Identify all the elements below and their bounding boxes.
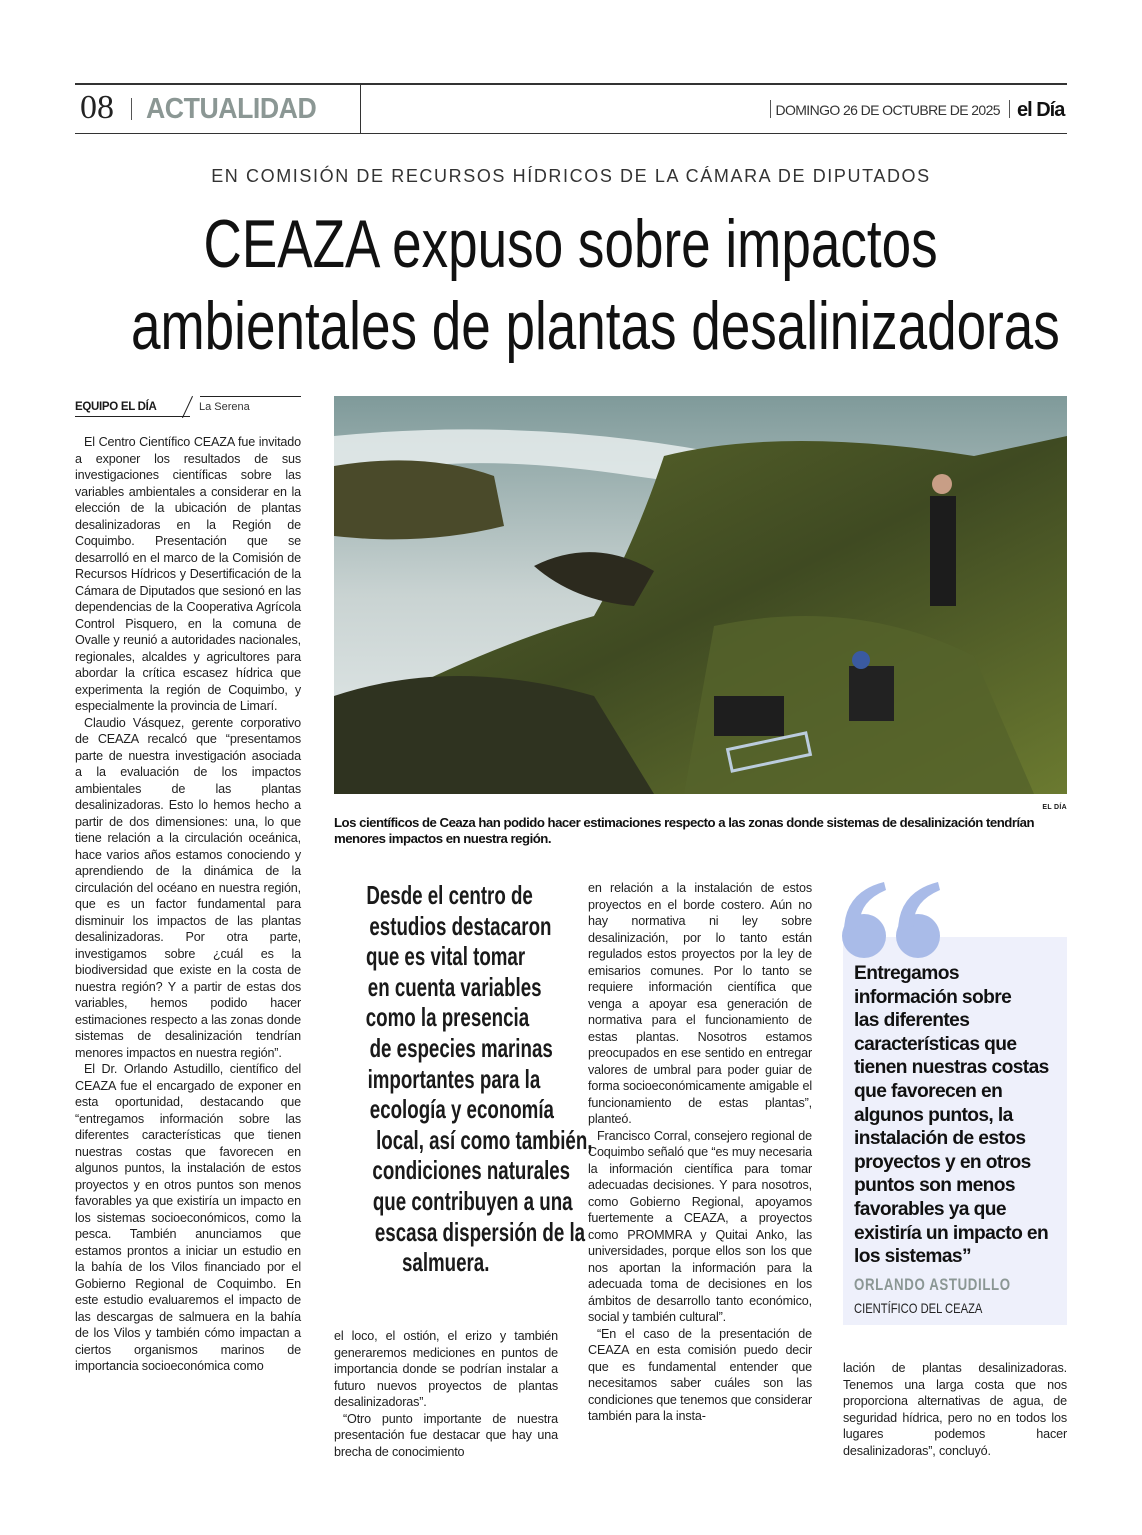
body-column-3 [588, 880, 812, 1425]
paragraph: el loco, el ostión, el erizo y también generaremos mediciones en puntos de importancia donde se podrían instalar a futuro nuevos proyectos de plantas desalinizadoras”. [334, 1329, 558, 1409]
quote-line: información sobre [854, 986, 1012, 1008]
pull-quote-line: salmuera. [402, 1247, 490, 1278]
pull-quote-line: que es vital tomar [366, 941, 526, 972]
body-column-4 [843, 1360, 1067, 1459]
pull-quote-line: local, así como también, [376, 1124, 593, 1155]
pull-quote-line: que contribuyen a una [372, 1185, 573, 1216]
divider [770, 100, 771, 118]
quote-line: favorables ya que [854, 1198, 1006, 1220]
page-number: 08 [80, 89, 114, 126]
divider [131, 98, 132, 120]
divider [1009, 100, 1010, 118]
article-photo [334, 396, 1067, 794]
quote-author-role: CIENTÍFICO DEL CEAZA [854, 1300, 983, 1316]
pull-quote-line: Desde el centro de [366, 880, 533, 910]
newspaper-logo: el Día [1017, 99, 1065, 121]
headline-line-1: CEAZA expuso sobre impactos [203, 206, 939, 282]
header-rule-top [75, 83, 1067, 85]
quote-line: instalación de estos [854, 1128, 1026, 1150]
paragraph: “En el caso de la presentación de CEAZA en esta comisión puedo decir que es fundamental entender que necesitamos saber cuáles son las condiciones que tenemos que considerar también para la insta- [588, 1326, 812, 1423]
pull-quote-line: en cuenta variables [367, 971, 542, 1002]
pull-quote-line: de especies marinas [369, 1032, 553, 1063]
body-column-2 [334, 1328, 558, 1460]
quote-line: los sistemas” [854, 1246, 971, 1268]
paragraph: lación de plantas desalinizadoras. Tenemos una larga costa que nos proporciona alternativas de agua, de seguridad hídrica, pero no en todos los lugares podemos hacer desalinizadoras”, concluyó. [843, 1361, 1067, 1458]
section-title: ACTUALIDAD [146, 93, 317, 125]
quote-line: Entregamos [854, 963, 959, 984]
rule [200, 396, 301, 397]
pull-quote-line: escasa dispersión de la [374, 1216, 586, 1247]
quote-line: puntos son menos [854, 1175, 1015, 1197]
pull-quote-line: estudios destacaron [369, 910, 552, 941]
body-column-1 [75, 434, 301, 1375]
paragraph: Francisco Corral, consejero regional de Coquimbo señaló que “es muy necesaria la información científica para tomar adecuadas decisiones. Y para nosotros, como Gobierno Regional, apoyamos fuertemente a CEAZA, a proyectos como PROMMRA y Quitai Anko, las universidades, porque ellos son los que nos aportan la información para la adecuada toma de decisiones en los ámbitos de desarrollo tanto económico, social y también cultural”. [588, 1128, 812, 1324]
issue-date: DOMINGO 26 DE OCTUBRE DE 2025 [775, 102, 1000, 118]
header-divider [360, 85, 361, 133]
quote-author: ORLANDO ASTUDILLO [854, 1275, 1011, 1294]
pull-quote-line: ecología y economía [369, 1094, 554, 1125]
photo-credit: EL DÍA [1042, 804, 1067, 811]
pull-quote-line: importantes para la [367, 1063, 541, 1094]
pull-quote [334, 880, 593, 1278]
paragraph: El Dr. Orlando Astudillo, científico del CEAZA fue el encargado de exponer en esta oportunidad, destacando que “entregamos información sobre las diferentes características que tienen nuestras costas que favorecen en algunos puntos, la instalación de estos proyectos y en otros puntos son menos favorables ya que existiría un impacto en los sistemas socioeconómicos, como la pesca. También anunciamos que estamos prontos a iniciar un estudio en la bahía de los Vilos financiado por el Gobierno Regional de Coquimbo. En este estudio evaluaremos el impacto de las descargas de salmuera en la bahía de los Vilos y también cómo impactan a ciertos organismos marinos de importancia socioeconómica como [75, 1062, 301, 1373]
headline-line-2: ambientales de plantas desalinizadoras [130, 288, 1060, 364]
quote-line: que favorecen en [854, 1080, 1003, 1102]
paragraph: El Centro Científico CEAZA fue invitado a exponer los resultados de sus investigaciones científicas sobre las variables ambientales a considerar en la elección de la ubicación de plantas desalinizadoras en la Región de Coquimbo. Presentación que se desarrolló en el marco de la Comisión de Recursos Hídricos y Desertificación de la Cámara de Diputados que sesionó en las dependencias de la Cooperativa Agrícola Control Pisquero, en la comuna de Ovalle y reunió a autoridades nacionales, regionales, alcaldes y agricultores para abordar la crítica escasez hídrica que experimenta la región de Coquimbo, y especialmente la provincia de Limarí. [75, 435, 301, 713]
coast-photo-illustration [334, 396, 1067, 794]
quote-line: proyectos y en otros [854, 1151, 1031, 1173]
paragraph: en relación a la instalación de estos proyectos en el borde costero. Aún no hay normativa ni ley sobre desalinización, por lo tanto están regulados estos proyectos por la ley de emisarios comunes. Por lo tanto se requiere información científica que venga a apoyar esa generación de normativa para el funcionamiento de estas plantas. Nosotros estamos preocupados en ese sentido en entregar valores de umbral para poder guiar de forma socioeconómicamente amigable el funcionamiento de estas plantas”, planteó. [588, 881, 812, 1126]
header-rule-bottom [75, 133, 1067, 134]
quote-line: características que [854, 1033, 1017, 1055]
pull-quote-line: condiciones naturales [372, 1155, 571, 1186]
quote-line: las diferentes [854, 1010, 970, 1032]
paragraph: “Otro punto importante de nuestra presentación fue destacar que hay una brecha de conocimiento [334, 1411, 558, 1459]
article-kicker: EN COMISIÓN DE RECURSOS HÍDRICOS DE LA CÁMARA DE DIPUTADOS [211, 166, 931, 186]
rule [75, 416, 190, 417]
rule [182, 396, 193, 418]
paragraph: Claudio Vásquez, gerente corporativo de CEAZA recalcó que “presentamos parte de nuestra investigación asociada a la evaluación de los impactos ambientales de las plantas desalinizadoras. Esto lo hemos hecho a partir de dos dimensiones: una, lo que tiene relación a la circulación oceánica, hace varios años estamos conociendo y aprendiendo de la dinámica de la circulación del océano en nuestra región, que es un factor fundamental para disminuir los impactos de las plantas desalinizadoras. Por otra parte, investigamos sobre ¿cuál es la biodiversidad que existe en la costa de nuestra región? Y a partir de estas dos variables, hemos podido hacer estimaciones respecto a las zonas donde sistemas de desalinización tendrían menores impactos en nuestra región”. [75, 715, 301, 1060]
quote-mark-icon [840, 880, 944, 960]
quote-line: algunos puntos, la [854, 1104, 1013, 1126]
photo-caption: Los científicos de Ceaza han podido hacer estimaciones respecto a las zonas donde sistemas de desalinización tendrían menores impactos en nuestra región. [334, 815, 1035, 846]
quote-line: existiría un impacto en [854, 1222, 1049, 1244]
pull-quote-line: como la presencia [365, 1002, 530, 1033]
byline-place: La Serena [199, 401, 250, 413]
quote-text [854, 962, 1064, 1269]
byline-author: EQUIPO EL DÍA [75, 401, 157, 413]
byline [75, 395, 301, 417]
quote-line: tienen nuestras costas [854, 1057, 1049, 1079]
